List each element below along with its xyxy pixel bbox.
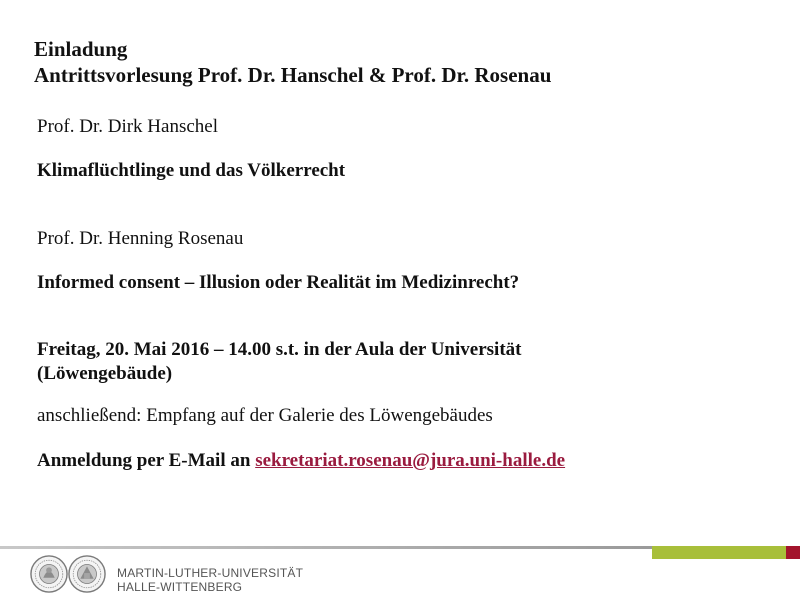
university-seal-icon-2 bbox=[68, 555, 106, 593]
footer-accent-green bbox=[652, 546, 786, 559]
registration-email-link[interactable]: sekretariat.rosenau@jura.uni-halle.de bbox=[255, 450, 566, 471]
university-name-line-1: MARTIN-LUTHER-UNIVERSITÄT bbox=[117, 566, 304, 580]
footer-accent-red bbox=[786, 546, 800, 559]
event-date-venue bbox=[37, 338, 521, 386]
event-date-line-1: Freitag, 20. Mai 2016 – 14.00 s.t. in der Aula der Universität bbox=[37, 339, 522, 360]
university-seal-icon bbox=[30, 555, 68, 593]
speaker-2-topic: Informed consent – Illusion oder Realität im Medizinrecht? bbox=[37, 272, 520, 293]
registration-label: Anmeldung per E-Mail an bbox=[37, 450, 256, 471]
invitation-subtitle: Antrittsvorlesung Prof. Dr. Hanschel & Prof. Dr. Rosenau bbox=[34, 63, 552, 87]
university-name bbox=[117, 566, 303, 594]
event-date-line-2: (Löwengebäude) bbox=[37, 363, 173, 384]
speaker-2-name: Prof. Dr. Henning Rosenau bbox=[37, 228, 244, 249]
speaker-1-name: Prof. Dr. Dirk Hanschel bbox=[37, 116, 218, 137]
university-name-line-2: HALLE-WITTENBERG bbox=[117, 580, 243, 594]
speaker-1-topic: Klimaflüchtlinge und das Völkerrecht bbox=[37, 160, 346, 181]
reception-info: anschließend: Empfang auf der Galerie des Löwengebäudes bbox=[37, 405, 493, 426]
invitation-title: Einladung bbox=[34, 37, 128, 61]
footer-divider bbox=[0, 546, 652, 549]
registration-line bbox=[37, 449, 565, 473]
invitation-header bbox=[34, 36, 551, 88]
